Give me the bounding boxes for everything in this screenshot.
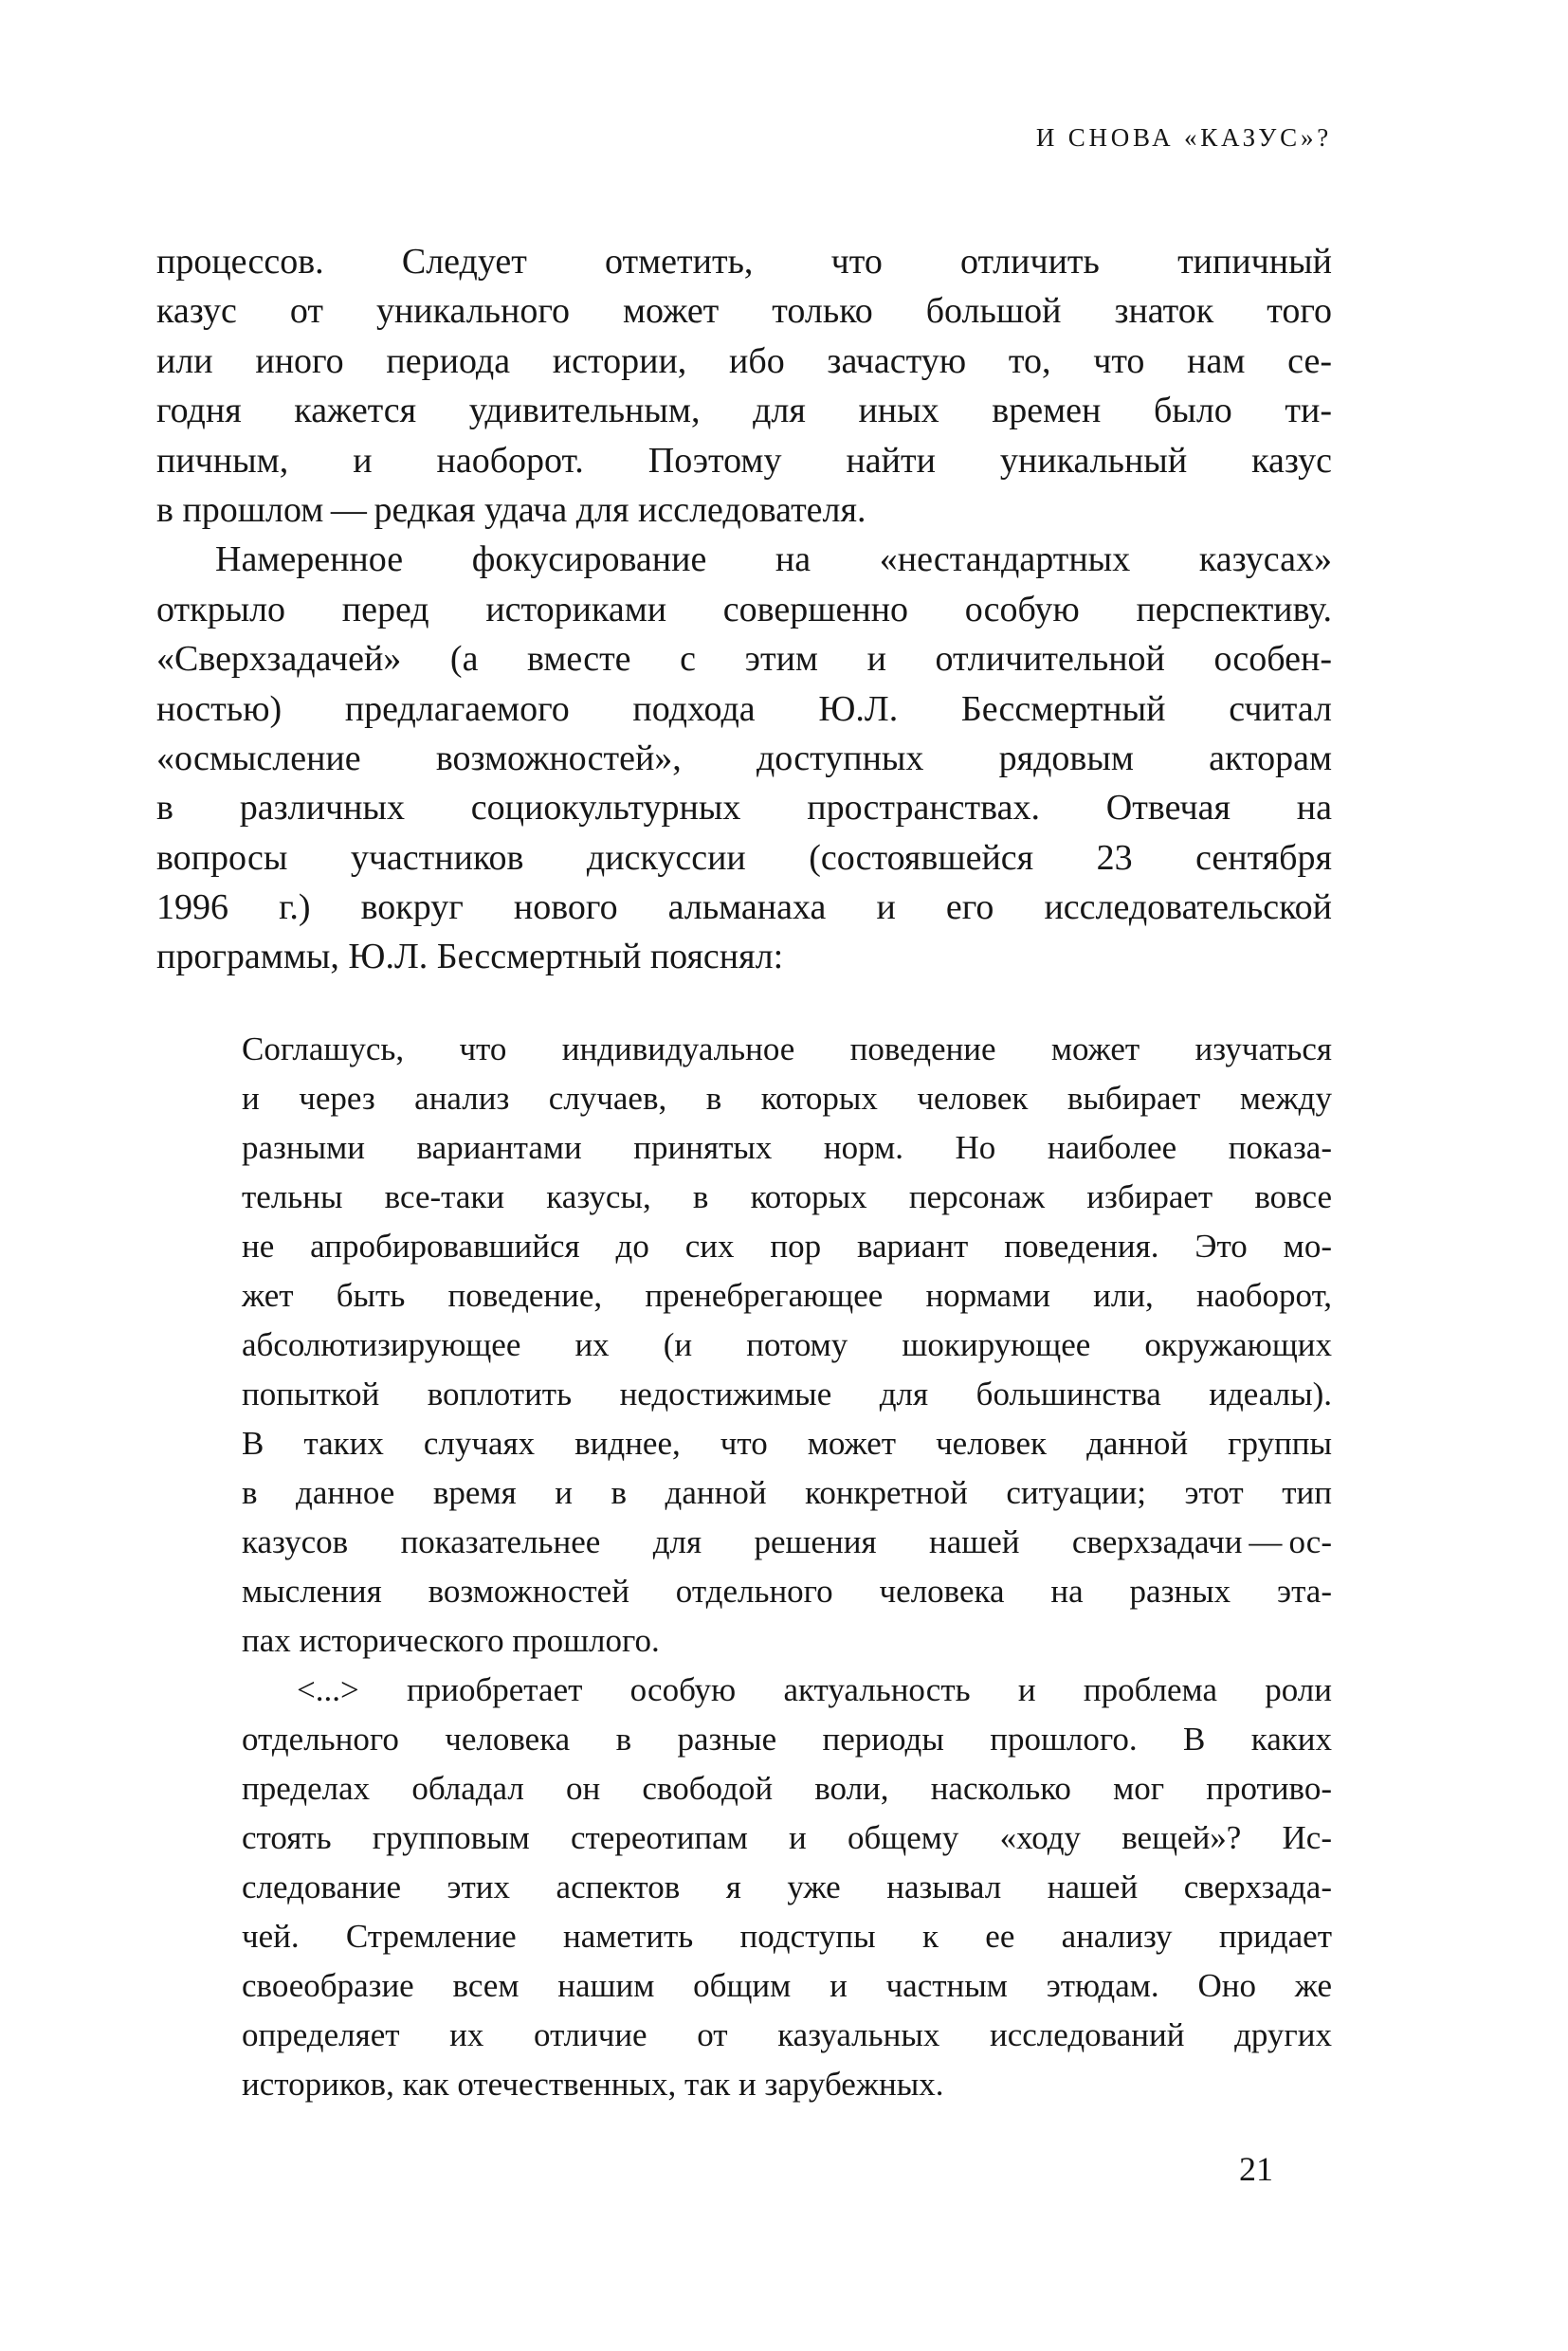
text-line: «осмысление возможностей», доступных рядовым акторам — [156, 738, 1332, 778]
text-line: Соглашусь, что индивидуальное поведение может изучаться — [242, 1030, 1332, 1067]
text-line: ностью) предлагаемого подхода Ю.Л. Бессмертный считал — [156, 688, 1332, 729]
text-line: <...> приобретает особую актуальность и проблема роли — [297, 1670, 1332, 1708]
block-quote — [242, 1025, 1332, 2109]
text-line: 1996 г.) вокруг нового альманаха и его исследовательской — [156, 887, 1332, 928]
text-line: в прошлом — редкая удача для исследователя. — [156, 489, 866, 530]
text-line: казус от уникального может только большой знаток того — [156, 291, 1332, 332]
text-line: отдельного человека в разные периоды прошлого. В каких — [242, 1720, 1332, 1758]
text-line: открыло перед историками совершенно особую перспективу. — [156, 589, 1332, 629]
text-line: разными вариантами принятых норм. Но наиболее показа- — [242, 1128, 1332, 1166]
text-line: абсолютизирующее их (и потому шокирующее окружающих — [242, 1325, 1332, 1363]
text-line: казусов показательнее для решения нашей сверхзадачи — ос- — [242, 1522, 1332, 1560]
running-head: И СНОВА «КАЗУС»? — [1035, 123, 1332, 152]
text-line: и через анализ случаев, в которых человек выбирает между — [242, 1079, 1332, 1117]
text-line: годня кажется удивительным, для иных времен было ти- — [156, 391, 1332, 431]
text-line: мысления возможностей отдельного человека на разных эта- — [242, 1572, 1332, 1610]
text-line: или иного периода истории, ибо зачастую то, что нам се- — [156, 340, 1332, 381]
body-text — [156, 237, 1332, 982]
text-line: попыткой воплотить недостижимые для большинства идеалы). — [242, 1375, 1332, 1412]
text-line: пичным, и наоборот. Поэтому найти уникальный казус — [156, 440, 1332, 481]
text-line: стоять групповым стереотипам и общему «ходу вещей»? Ис- — [242, 1818, 1332, 1856]
text-line: чей. Стремление наметить подступы к ее анализу придает — [242, 1917, 1332, 1955]
text-line: историков, как отечественных, так и зарубежных. — [242, 2065, 944, 2103]
text-line: «Сверхзадачей» (а вместе с этим и отличительной особен- — [156, 639, 1332, 680]
text-line: процессов. Следует отметить, что отличить типичный — [156, 242, 1332, 282]
text-line: в различных социокультурных пространствах. Отвечая на — [156, 788, 1332, 829]
text-line: вопросы участников дискуссии (состоявшейся 23 сентября — [156, 837, 1332, 878]
text-line: не апробировавшийся до сих пор вариант поведения. Это мо- — [242, 1227, 1332, 1265]
text-line: следование этих аспектов я уже называл нашей сверхзада- — [242, 1868, 1332, 1905]
text-line: тельны все-таки казусы, в которых персонаж избирает вовсе — [242, 1177, 1332, 1215]
text-line: пах исторического прошлого. — [242, 1621, 660, 1659]
text-line: в данное время и в данной конкретной ситуации; этот тип — [242, 1473, 1332, 1511]
text-line: Намеренное фокусирование на «нестандартных казусах» — [215, 539, 1332, 580]
text-column — [156, 0, 1332, 2109]
text-line: определяет их отличие от казуальных исследований других — [242, 2015, 1332, 2053]
text-line: В таких случаях виднее, что может человек данной группы — [242, 1424, 1332, 1462]
text-line: программы, Ю.Л. Бессмертный пояснял: — [156, 937, 784, 977]
page-number: 21 — [1239, 2150, 1273, 2188]
text-line: своеобразие всем нашим общим и частным этюдам. Оно же — [242, 1966, 1332, 2004]
text-line: пределах обладал он свободой воли, насколько мог противо- — [242, 1769, 1332, 1807]
text-line: жет быть поведение, пренебрегающее нормами или, наоборот, — [242, 1276, 1332, 1314]
